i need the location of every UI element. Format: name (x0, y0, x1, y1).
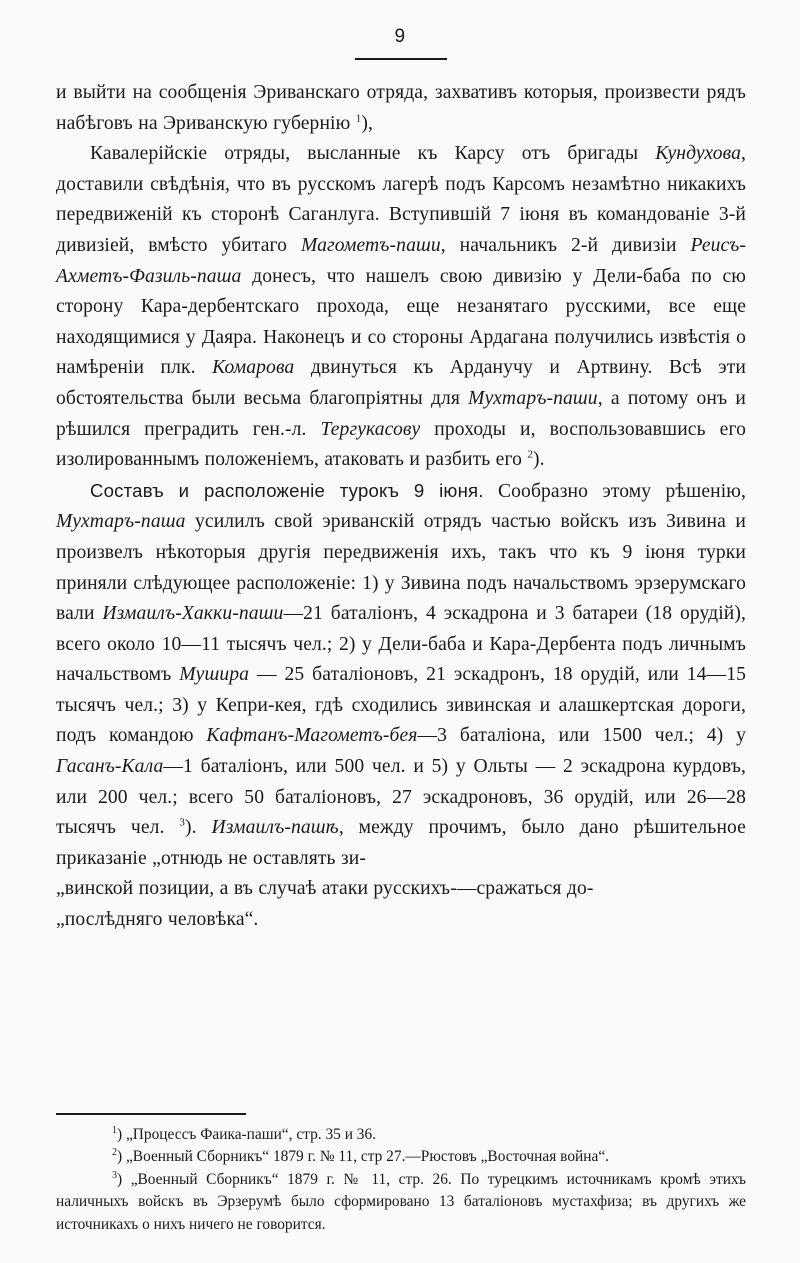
paragraph-2: Кавалерійскіе отряды, высланные къ Карсу отъ бригады Кундухова, доставили свѣдѣнія, что въ русскомъ лагерѣ подъ Карсомъ незамѣтно никакихъ передвиженій къ сторонѣ Саганлуга. Вступившій 7 іюня въ командованіе 3-й дивизіей, вмѣсто убитаго Магометъ-паши, начальникъ 2-й дивизіи Реисъ-Ахметъ-Фазиль-паша донесъ, что нашелъ свою дивизію у Дели-баба по сю сторону Кара-дербентскаго прохода, еще незанятаго русскими, все еще находящимися у Даяра. Наконецъ и со стороны Ардагана получились извѣстія о намѣреніи плк. Комарова двинуться къ Арданучу и Артвину. Всѣ эти обстоятельства были весьма благопріятны для Мухтаръ-паши, а потому онъ и рѣшился преградить ген.-л. Тергукасову проходы и, воспользовавшись его изолированнымъ положеніемъ, атаковать и разбить его $^2$). (56, 143, 746, 471)
footnotes-block (56, 1124, 746, 1236)
footnote-3: $^3$) „Военный Сборникъ“ 1879 г. № 11, стр. 26. По турецкимъ источникамъ кромѣ этихъ наличныхъ войскъ въ Эрзерумѣ было сформировано 13 баталіоновъ мустахфиза; въ другихъ же источникахъ о нихъ ничего не говорится. (56, 1169, 746, 1233)
paragraph-4: „винской позиции, а въ случаѣ атаки русскихъ-—сражаться до- (56, 878, 594, 900)
paragraph-5: „послѣдняго человѣка“. (56, 909, 259, 931)
header-rule (355, 58, 447, 60)
footnote-2: $^2$) „Военный Сборникъ“ 1879 г. № 11, стр 27.—Рюстовъ „Восточная война“. (112, 1147, 610, 1166)
body-text-column (56, 78, 746, 936)
paragraph-1: и выйти на сообщенія Эриванскаго отряда, захвативъ которыя, произвести рядъ набѣговъ на Эриванскую губернію $^1$), (56, 82, 746, 134)
paragraph-3: Составъ и расположеніе турокъ 9 іюня. Сообразно этому рѣшенію, Мухтаръ-паша усилилъ свой эриванскій отрядъ частью войскъ изъ Зивина и произвелъ нѣкоторыя другія передвиженія ихъ, такъ что къ 9 іюня турки приняли слѣдующее расположеніе: 1) у Зивина подъ начальствомъ эрзерумскаго вали Измаилъ-Хакки-паши—21 баталіонъ, 4 эскадрона и 3 батареи (18 орудій), всего около 10—11 тысячъ чел.; 2) у Дели-баба и Кара-Дербента подъ личнымъ начальствомъ Мушира — 25 баталіоновъ, 21 эскадронъ, 18 орудій, или 14—15 тысячъ чел.; 3) у Кепри-кея, гдѣ сходились зивинская и алашкертская дороги, подъ командою Кафтанъ-Магометъ-бея—3 баталіона, или 1500 чел.; 4) у Гасанъ-Кала—1 баталіонъ, или 500 чел. и 5) у Ольты — 2 эскадрона курдовъ, или 200 чел.; всего 50 баталіоновъ, 27 эскадроновъ, 36 орудій, или 26—28 тысячъ чел. $^3$). Измаилъ-пашѣ, между прочимъ, было дано рѣшительное приказаніе „отнюдь не оставлять зи- (56, 479, 746, 869)
page-number: 9 (394, 26, 406, 47)
footnote-separator-rule (56, 1113, 246, 1115)
footnote-1: $^1$) „Процессъ Фаика-паши“, стр. 35 и 36. (112, 1124, 377, 1143)
